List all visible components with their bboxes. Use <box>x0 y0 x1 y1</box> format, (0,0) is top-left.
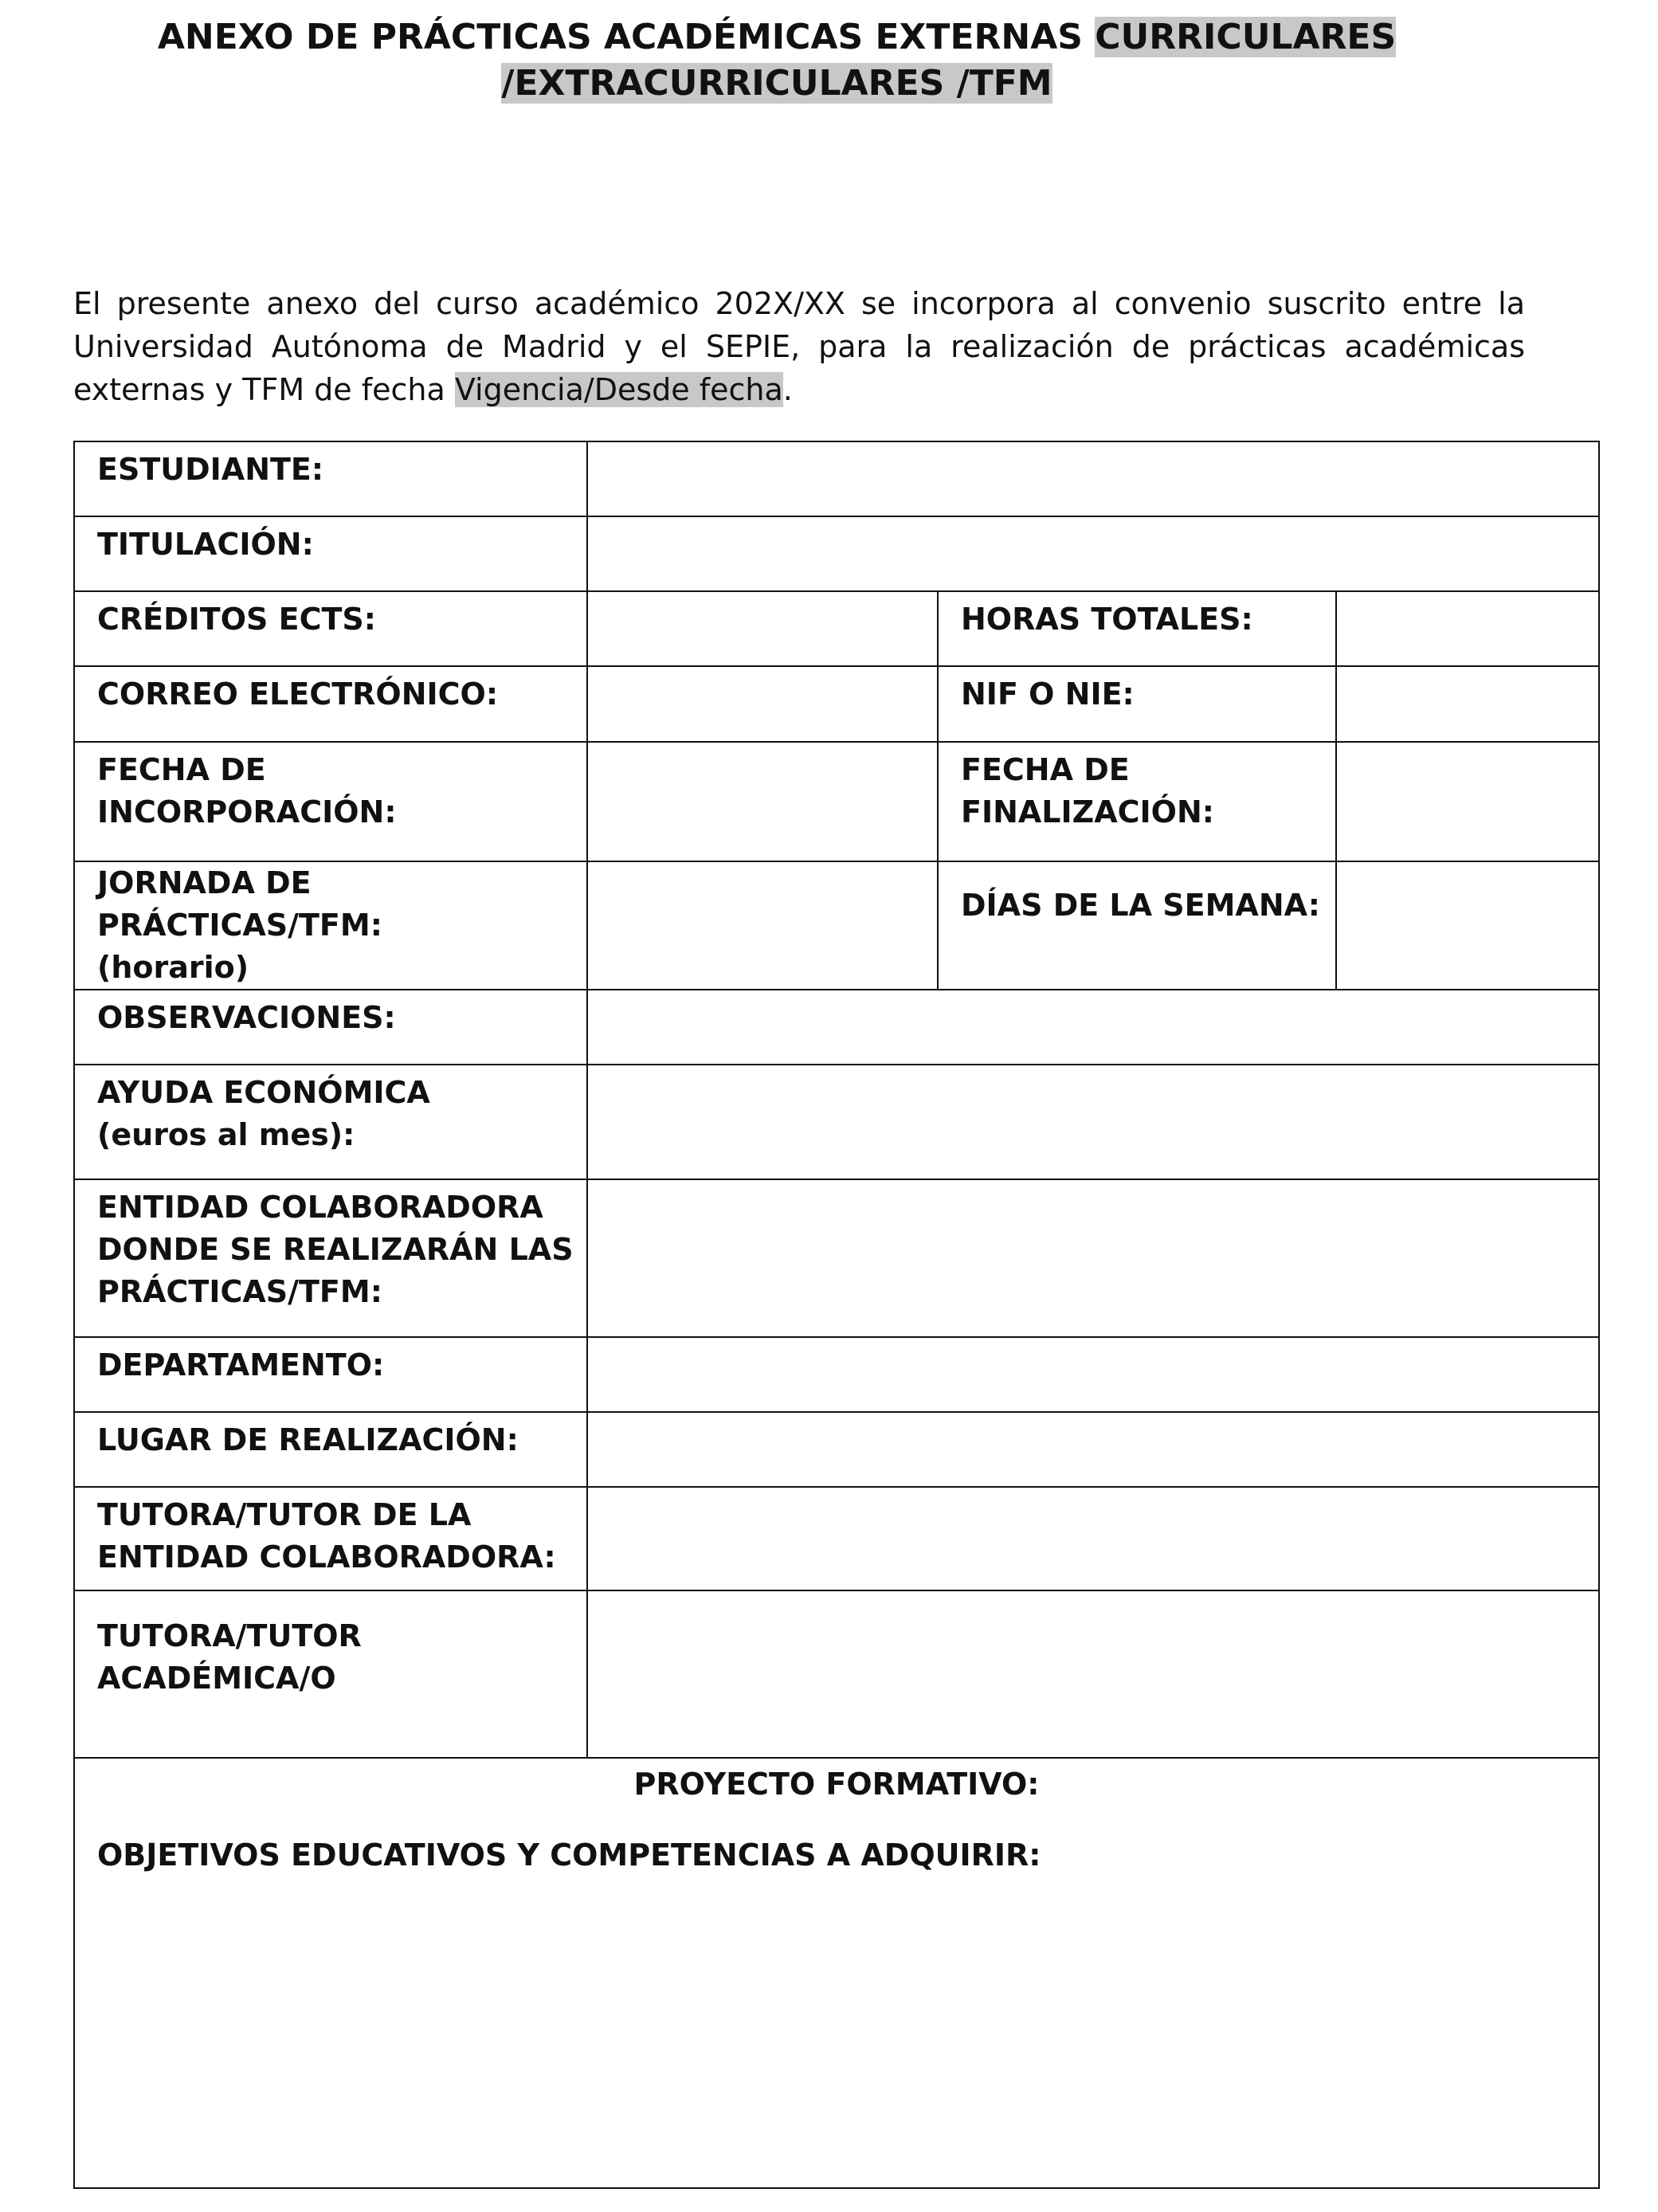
row-creditos <box>74 591 1599 666</box>
label-departamento: DEPARTAMENTO: <box>74 1337 587 1412</box>
label-estudiante: ESTUDIANTE: <box>74 441 587 516</box>
field-titulacion[interactable] <box>587 516 1599 591</box>
label-fecha-finalizacion: FECHA DE FINALIZACIÓN: <box>938 742 1336 861</box>
row-tutor-entidad <box>74 1487 1599 1590</box>
label-tutor-academico: TUTORA/TUTOR ACADÉMICA/O <box>74 1590 587 1758</box>
field-departamento[interactable] <box>587 1337 1599 1412</box>
label-observaciones: OBSERVACIONES: <box>74 990 587 1065</box>
highlight-vigencia[interactable]: Vigencia/Desde fecha <box>454 372 783 407</box>
label-nif: NIF O NIE: <box>938 666 1336 742</box>
label-fecha-incorporacion: FECHA DE INCORPORACIÓN: <box>74 742 587 861</box>
field-ayuda-economica[interactable] <box>587 1065 1599 1179</box>
highlight-curriculares: CURRICULARES <box>1095 17 1397 57</box>
intro-paragraph: El presente anexo del curso académico 202X/XX se incorpora al convenio suscrito entre la Universidad Autónoma de Madrid y el SEPIE, para la realización de prácticas académicas externas y TFM de fecha Vigencia/Desde fecha. <box>73 286 1525 407</box>
proyecto-formativo-box[interactable] <box>74 1758 1599 2188</box>
field-creditos[interactable] <box>587 591 938 666</box>
row-lugar <box>74 1412 1599 1487</box>
title-line-1: ANEXO DE PRÁCTICAS ACADÉMICAS EXTERNAS CURRICULARES <box>157 17 1397 57</box>
label-creditos: CRÉDITOS ECTS: <box>74 591 587 666</box>
field-observaciones[interactable] <box>587 990 1599 1065</box>
field-horas[interactable] <box>1336 591 1599 666</box>
field-tutor-academico[interactable] <box>587 1590 1599 1758</box>
field-estudiante[interactable] <box>587 441 1599 516</box>
annex-form-table <box>73 441 1600 2189</box>
row-departamento <box>74 1337 1599 1412</box>
row-jornada <box>74 861 1599 990</box>
title-line-2 <box>0 61 1554 107</box>
label-tutor-entidad: TUTORA/TUTOR DE LA ENTIDAD COLABORADORA: <box>74 1487 587 1590</box>
label-lugar-realizacion: LUGAR DE REALIZACIÓN: <box>74 1412 587 1487</box>
field-fecha-finalizacion[interactable] <box>1336 742 1599 861</box>
label-horas: HORAS TOTALES: <box>938 591 1336 666</box>
row-proyecto-formativo <box>74 1758 1599 2188</box>
field-correo[interactable] <box>587 666 938 742</box>
field-dias-semana[interactable] <box>1336 861 1599 990</box>
label-jornada: JORNADA DE PRÁCTICAS/TFM: (horario) <box>74 861 587 990</box>
row-entidad <box>74 1179 1599 1337</box>
row-tutor-academico <box>74 1590 1599 1758</box>
row-ayuda <box>74 1065 1599 1179</box>
field-entidad-colaboradora[interactable] <box>587 1179 1599 1337</box>
label-correo: CORREO ELECTRÓNICO: <box>74 666 587 742</box>
field-fecha-incorporacion[interactable] <box>587 742 938 861</box>
field-tutor-entidad[interactable] <box>587 1487 1599 1590</box>
field-lugar-realizacion[interactable] <box>587 1412 1599 1487</box>
row-observaciones <box>74 990 1599 1065</box>
row-fechas <box>74 742 1599 861</box>
row-titulacion <box>74 516 1599 591</box>
document-title <box>0 14 1554 107</box>
label-titulacion: TITULACIÓN: <box>74 516 587 591</box>
highlight-extracurriculares: /EXTRACURRICULARES /TFM <box>501 63 1052 104</box>
proyecto-formativo-title: PROYECTO FORMATIVO: <box>633 1767 1040 1802</box>
label-dias-semana: DÍAS DE LA SEMANA: <box>938 861 1336 990</box>
label-ayuda-economica: AYUDA ECONÓMICA (euros al mes): <box>74 1065 587 1179</box>
label-entidad-colaboradora: ENTIDAD COLABORADORA DONDE SE REALIZARÁN LAS PRÁCTICAS/TFM: <box>74 1179 587 1337</box>
row-estudiante <box>74 441 1599 516</box>
row-correo <box>74 666 1599 742</box>
field-jornada[interactable] <box>587 861 938 990</box>
field-nif[interactable] <box>1336 666 1599 742</box>
objetivos-label: OBJETIVOS EDUCATIVOS Y COMPETENCIAS A ADQUIRIR: <box>97 1837 1041 1873</box>
